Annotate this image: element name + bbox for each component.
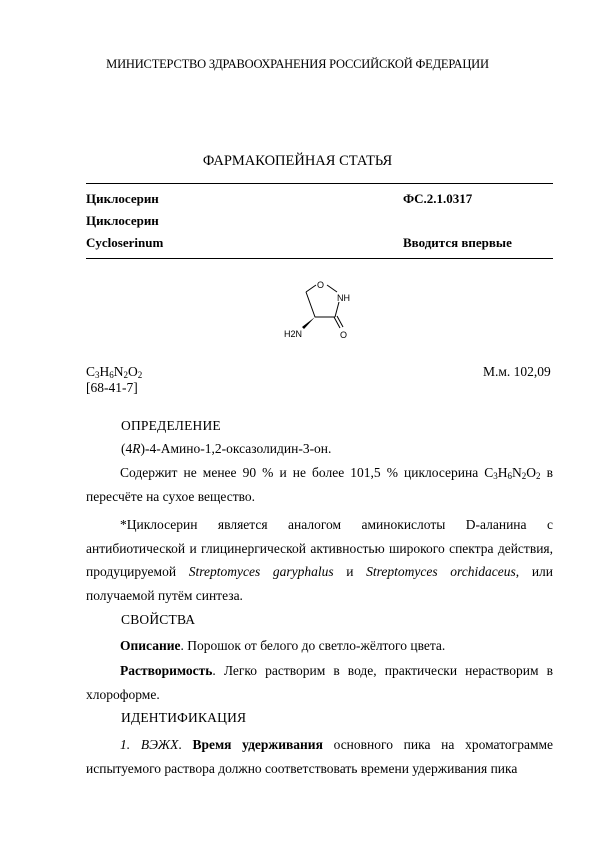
cas-number: [68-41-7] <box>86 380 138 395</box>
atom-oxygen-ring: O <box>317 280 325 290</box>
document-status: Вводится впервые <box>403 235 512 250</box>
header-rule-bottom <box>86 258 553 259</box>
molecular-mass: М.м. 102,09 <box>483 364 551 379</box>
atom-oxygen-carbonyl: O <box>340 330 348 340</box>
stereo-wedge <box>302 317 315 329</box>
solubility-paragraph: Растворимость. Легко растворим в воде, практически нерастворим в хлороформе. <box>86 663 553 702</box>
name-russian-primary: Циклосерин <box>86 191 159 206</box>
document-type-title: ФАРМАКОПЕЙНАЯ СТАТЬЯ <box>202 153 393 169</box>
content-paragraph: Содержит не менее 90 % и не более 101,5 % циклосерина $C_3H_6N_2O_2$ в пересчёте на сухое вещество. <box>86 465 553 504</box>
document-code: ФС.2.1.0317 <box>403 191 473 206</box>
definition-heading: ОПРЕДЕЛЕНИЕ <box>121 418 221 433</box>
identification-heading: ИДЕНТИФИКАЦИЯ <box>121 710 247 725</box>
ministry-heading: МИНИСТЕРСТВО ЗДРАВООХРАНЕНИЯ РОССИЙСКОЙ ФЕДЕРАЦИИ <box>106 57 489 71</box>
cycloserine-structure <box>280 272 370 347</box>
description-paragraph: Описание. Порошок от белого до светло-жёлтого цвета. <box>120 638 446 653</box>
molecular-formula: $C_3H_6N_2O_2$ <box>86 364 143 380</box>
iupac-name: (4R)-4-Амино-1,2-оксазолидин-3-он. <box>121 441 332 456</box>
header-rule-top <box>86 183 553 184</box>
atom-nh: NH <box>337 293 350 303</box>
properties-heading: СВОЙСТВА <box>121 612 196 627</box>
name-latin: Cycloserinum <box>86 235 164 250</box>
note-paragraph: *Циклосерин является аналогом аминокислоты D-аланина с антибиотической и глицинергической активностью широкого спектра действия, продуцируемой Streptomyces garyphalus и Streptomyces orchidaceus, или получаемой путём синтеза. <box>86 517 553 603</box>
hplc-paragraph: 1. ВЭЖХ. Время удерживания основного пика на хроматограмме испытуемого раствора должно соответствовать времени удерживания пика <box>86 737 554 776</box>
atom-h2n: H2N <box>284 329 303 339</box>
name-russian-secondary: Циклосерин <box>86 213 159 228</box>
